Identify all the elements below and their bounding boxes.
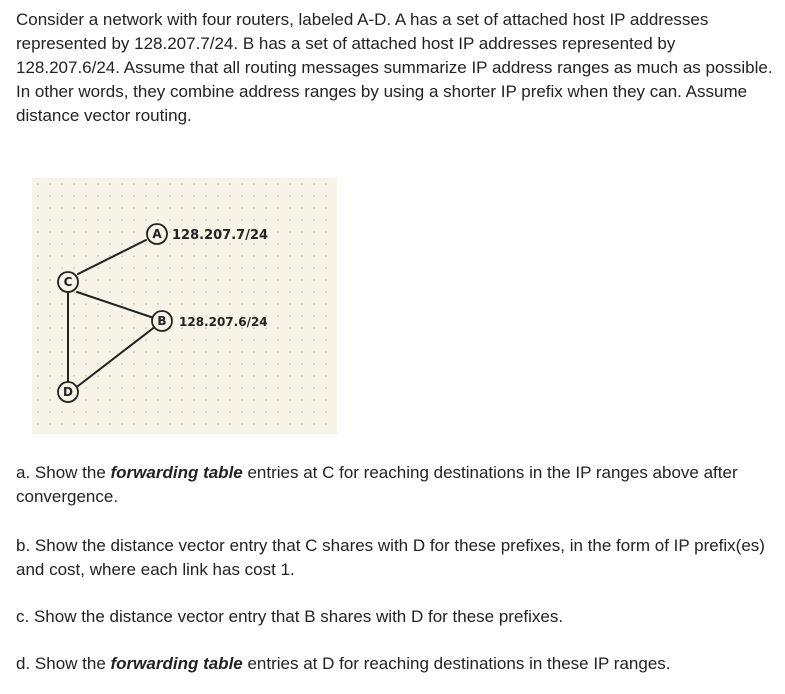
network-diagram (32, 178, 337, 434)
question-c: c. Show the distance vector entry that B shares with D for these prefixes. (16, 607, 564, 626)
question-a (16, 461, 776, 509)
question-d-post: entries at D for reaching destinations in these IP ranges. (242, 654, 671, 673)
router-c-label: C (63, 275, 73, 289)
intro-paragraph: Consider a network with four routers, labeled A-D. A has a set of attached host IP addresses represented by 128.207.7/24. B has a set of attached host IP addresses represented by 128.207.6/24. Assume that all routing messages summarize IP address ranges as much as possible. In other words, they combine address ranges by using a shorter IP prefix when they can. Assume distance vector routing. (16, 10, 773, 125)
link-c-b (77, 292, 154, 318)
router-b-label: B (157, 314, 167, 328)
question-a-pre: a. Show the (16, 463, 111, 482)
link-d-b (78, 326, 156, 386)
router-d-label: D (63, 385, 73, 399)
question-a-post: entries at C for reaching destinations in the IP ranges above after convergence. (16, 463, 738, 506)
prefix-b-label: 128.207.6/24 (179, 315, 268, 329)
router-a-label: A (152, 227, 162, 241)
question-d (16, 652, 776, 676)
prefix-a-label: 128.207.7/24 (172, 228, 269, 243)
network-diagram-svg (32, 178, 337, 434)
question-b: b. Show the distance vector entry that C shares with D for these prefixes, in the form of IP prefix(es) and cost, where each link has cost 1. (16, 536, 765, 579)
question-a-emphasis: forwarding table (110, 463, 243, 482)
question-d-pre: d. Show the (16, 654, 111, 673)
question-d-emphasis: forwarding table (110, 654, 243, 673)
link-c-a (78, 240, 146, 274)
